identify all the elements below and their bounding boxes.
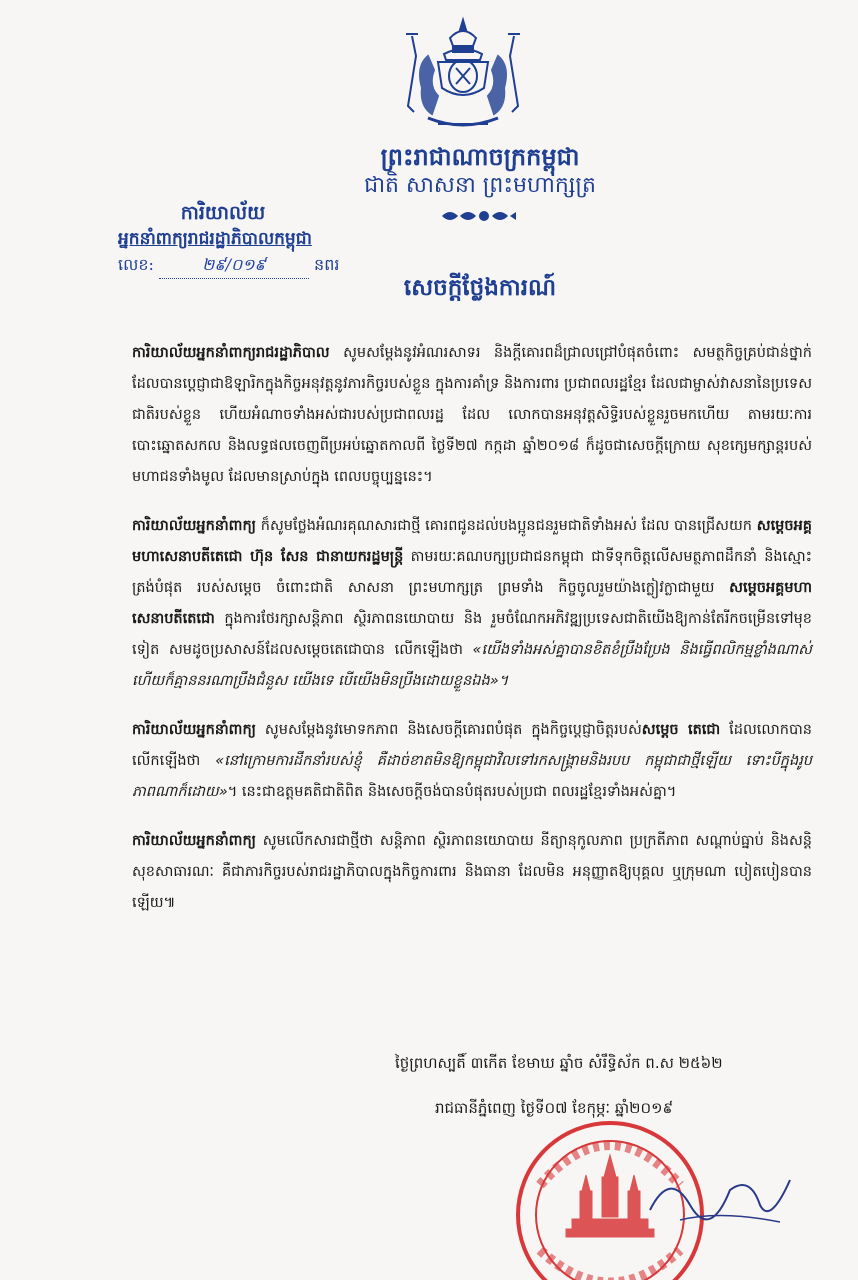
statement-body: [132, 338, 812, 937]
paragraph-text: ដែលលោកបានលើកឡើងថា: [132, 722, 812, 769]
paragraph-text: សូមសម្តែងនូវអំណរសាទរ និងក្តីគោរពដ៏ជ្រាលជ្រៅបំផុតចំពោះ សមត្ថកិច្ចគ្រប់ជាន់ថ្នាក់ដែលបានប្តេជ្ញាជាឱឡារិកក្នុងកិច្ចអនុវត្តនូវភារកិច្ចរបស់ខ្លួន ក្នុងការគាំទ្រ និងការពារ ប្រជាពលរដ្ឋខ្មែរ ដែលជាម្ចាស់វាសនានៃប្រទេសជាតិរបស់ខ្លួន ហើយអំណាចទាំងអស់ជារបស់ប្រជាពលរដ្ឋ ដែល លោកបានអនុវត្តសិទ្ធិរបស់ខ្លួនរួចមកហើយ តាមរយៈការបោះឆ្នោតសកល និងលទ្ធផលចេញពីប្រអប់ឆ្នោតកាលពី ថ្ងៃទី២៧ កក្កដា ឆ្នាំ២០១៨ ក៏ដូចជាសេចក្តីក្រោយ សុខក្សេមក្សាន្តរបស់មហាជនទាំងមូល ដែលមានស្រាប់ក្នុង ពេលបច្ចុប្បន្ននេះ។: [132, 345, 812, 485]
royal-emblem-icon: [398, 16, 528, 134]
document-title: សេចក្តីថ្លែងការណ៍: [403, 274, 557, 301]
paragraph-3: [132, 715, 812, 808]
ornament-divider-icon: [438, 208, 518, 224]
office-name: អ្នកនាំពាក្យរាជរដ្ឋាភិបាលកម្ពុជា: [118, 229, 312, 249]
paragraph-text: សូមសម្តែងនូវមោទកភាព និងសេចក្តីគោរពបំផុត ក្នុងកិច្ចប្តេជ្ញាចិត្តរបស់: [255, 722, 642, 738]
paragraph-text: ក៏សូមថ្លែងអំណរគុណសារជាថ្មី គោរពជូនដល់បងប្អូនជនរួមជាតិទាំងអស់ ដែល បានជ្រើសយក: [255, 518, 757, 534]
paragraph-1: [132, 338, 812, 493]
number-value: ២៩/០១៩: [159, 252, 309, 279]
number-label: លេខ:: [118, 255, 154, 274]
paragraph-text: សូមលើកសារជាថ្មីថា សន្តិភាព ស្ថិរភាពនយោបាយ នីត្យានុកូលភាព ប្រក្រតីភាព សណ្តាប់ធ្នាប់ និងសន្តិសុខសាធារណៈ គឺជាភារកិច្ចរបស់រាជរដ្ឋាភិបាលក្នុងកិច្ចការពារ និងធានា ដែលមិន អនុញ្ញាតឱ្យបុគ្គល ឬក្រុមណា បៀតបៀនបានឡើយ៕: [132, 833, 812, 911]
number-suffix: នពរ: [314, 255, 340, 274]
paragraph-bold: សម្តេចអគ្គមហាសេនាបតីតេជោ: [132, 580, 812, 627]
paragraph-quote: «យើងទាំងអស់គ្នាបានខិតខំប្រឹងប្រែង និងធ្វើពលិកម្មខ្លាំងណាស់ ហើយក៏គ្មាននរណាប្រឹងជំនួស យើងទេ បើយើងមិនប្រឹងដោយខ្លួនឯង»។: [132, 642, 812, 689]
paragraph-lead: ការិយាល័យអ្នកនាំពាក្យរាជរដ្ឋាភិបាល: [132, 345, 330, 361]
paragraph-lead: ការិយាល័យអ្នកនាំពាក្យ: [132, 722, 256, 738]
kingdom-heading: [300, 142, 660, 200]
reference-number: [118, 252, 340, 279]
paragraph-2: [132, 511, 812, 697]
paragraph-lead: ការិយាល័យអ្នកនាំពាក្យ: [132, 518, 256, 534]
paragraph-4: [132, 826, 812, 919]
kingdom-name: ព្រះរាជាណាចក្រកម្ពុជា: [380, 142, 580, 171]
paragraph-bold: សម្តេច តេជោ: [641, 722, 721, 738]
date-lunar: ថ្ងៃព្រហស្បតិ៍ ៣កើត ខែមាឃ ឆ្នាំច សំរឹទ្ធិស័ក ព.ស ២៥៦២: [395, 1054, 723, 1072]
paragraph-bold: សម្តេចអគ្គមហាសេនាបតីតេជោ ហ៊ុន សែន ជានាយករដ្ឋមន្ត្រី: [132, 518, 812, 565]
paragraph-text: តាមរយៈគណបក្សប្រជាជនកម្ពុជា ជាទីទុកចិត្តលើសមត្ថភាពដឹកនាំ និងស្មោះត្រង់បំផុត របស់សម្តេច ចំពោះជាតិ សាសនា ព្រះមហាក្សត្រ ព្រមទាំង កិច្ចចូលរួមយ៉ាងក្លៀវក្លាជាមួយ: [132, 549, 812, 596]
date-solar: រាជធានីភ្នំពេញ ថ្ងៃទី០៧ ខែកុម្ភៈ ឆ្នាំ២០១៩: [435, 1099, 674, 1117]
paragraph-lead: ការិយាល័យអ្នកនាំពាក្យ: [132, 833, 256, 849]
office-label: ការិយាល័យ: [180, 202, 266, 224]
office-heading: [118, 200, 340, 279]
kingdom-motto: ជាតិ សាសនា ព្រះមហាក្សត្រ: [364, 173, 596, 198]
paragraph-text: ។ នេះជាឧត្តមគតិជាតិពិត និងសេចក្តីចង់បានបំផុតរបស់ប្រជា ពលរដ្ឋខ្មែរទាំងអស់គ្នា។: [227, 784, 677, 800]
paragraph-quote: «នៅក្រោមការដឹកនាំរបស់ខ្ញុំ គឺដាច់ខាតមិនឱ្យកម្ពុជាវិលទៅរកសង្គ្រាមនិងរបប កម្ពុជាជាថ្មីឡើយ ទោះបីក្នុងរូបភាពណាក៏ដោយ»: [132, 753, 813, 800]
paragraph-text: ក្នុងការថែរក្សាសន្តិភាព ស្ថិរភាពនយោបាយ និង រួមចំណែកអភិវឌ្ឍប្រទេសជាតិយើងឱ្យកាន់តែរីកចម្រើនទៅមុខទៀត សមដូចប្រសាសន៍ដែលសម្តេចតេជោបាន លើកឡើងថា: [132, 611, 812, 658]
signature-icon: [640, 1150, 800, 1240]
